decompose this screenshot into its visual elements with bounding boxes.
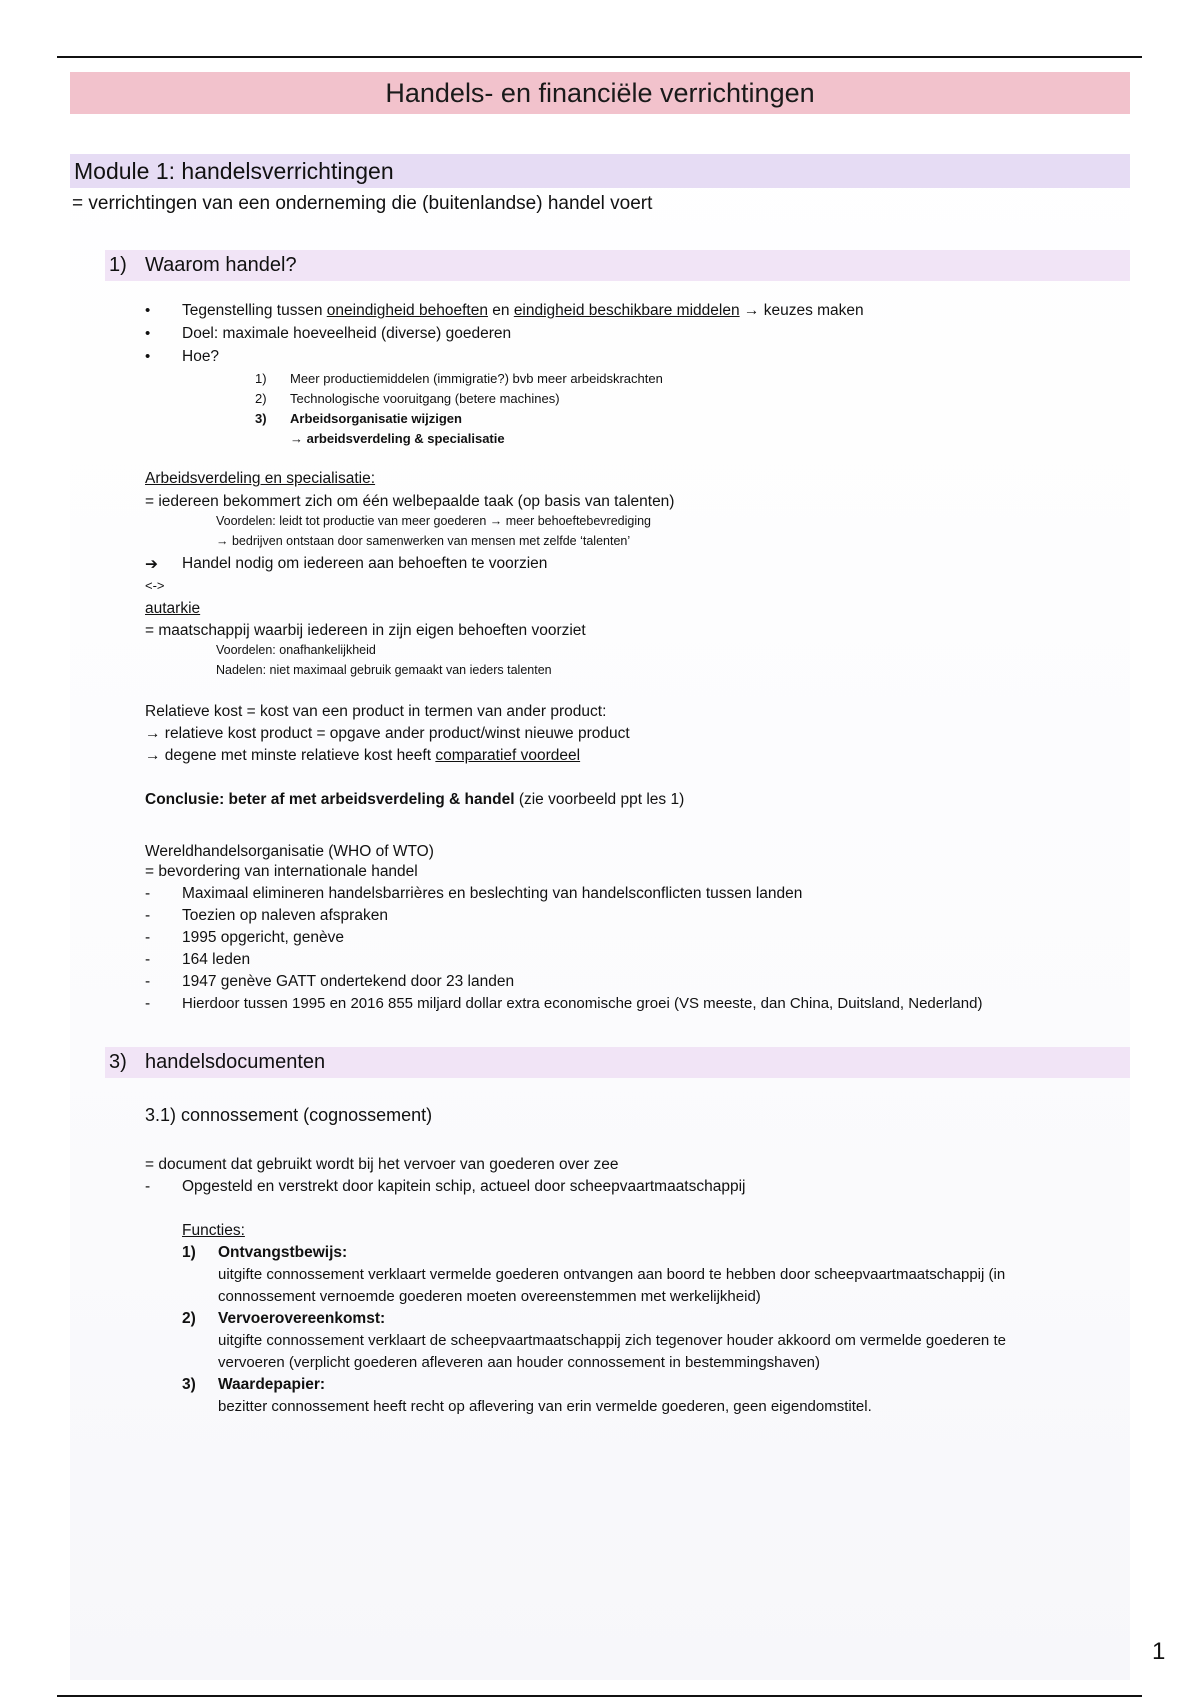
functies-heading: Functies: bbox=[182, 1222, 245, 1239]
module-heading: Module 1: handelsverrichtingen bbox=[74, 158, 394, 184]
wto-item-2: Toezien op naleven afspraken bbox=[182, 907, 388, 924]
connossement-definition: = document dat gebruikt wordt bij het vervoer van goederen over zee bbox=[145, 1156, 619, 1173]
functie-3-number: 3) bbox=[182, 1376, 196, 1393]
arbeid-voordelen-2: → bedrijven ontstaan door samenwerken van mensen met zelfde ‘talenten’ bbox=[216, 534, 631, 548]
module-definition: = verrichtingen van een onderneming die (buitenlandse) handel voert bbox=[72, 193, 653, 214]
autarkie-voordelen: Voordelen: onafhankelijkheid bbox=[216, 643, 376, 657]
arbeid-definition: = iedereen bekommert zich om één welbepaalde taak (op basis van talenten) bbox=[145, 493, 675, 510]
wto-item-1: Maximaal elimineren handelsbarrières en beslechting van handelsconflicten tussen landen bbox=[182, 885, 803, 902]
connossement-dash-item: Opgesteld en verstrekt door kapitein schip, actueel door scheepvaartmaatschappij bbox=[182, 1178, 746, 1195]
bullet-icon: • bbox=[145, 348, 151, 365]
relatief-line-3-pre: → degene met minste relatieve kost heeft bbox=[145, 747, 436, 764]
hoe-item-2: Technologische vooruitgang (betere machines) bbox=[290, 391, 560, 406]
bullet-icon: • bbox=[145, 302, 151, 319]
section-3-heading: handelsdocumenten bbox=[145, 1051, 326, 1073]
document-title: Handels- en financiële verrichtingen bbox=[385, 78, 815, 108]
functie-1-line-2: connossement vernoemde goederen moeten overeenstemmen met werkelijkheid) bbox=[218, 1288, 761, 1305]
conclusie-bold: Conclusie: beter af met arbeidsverdeling & handel bbox=[145, 791, 515, 808]
bullet-1-pre: Tegenstelling tussen bbox=[182, 302, 327, 319]
functie-3-line-1: bezitter connossement heeft recht op aflevering van erin vermelde goederen, geen eigendomstitel. bbox=[218, 1398, 872, 1415]
bullet-icon: • bbox=[145, 325, 151, 342]
comparatief-voordeel: comparatief voordeel bbox=[435, 747, 581, 764]
relatief-line-3 bbox=[145, 746, 580, 766]
hoe-arrow-line: → arbeidsverdeling & specialisatie bbox=[290, 431, 505, 446]
functie-2-number: 2) bbox=[182, 1310, 196, 1327]
functie-1-number: 1) bbox=[182, 1244, 196, 1261]
bullet-item-2: Doel: maximale hoeveelheid (diverse) goederen bbox=[182, 325, 512, 342]
page-number: 1 bbox=[1152, 1638, 1166, 1665]
bullet-1-mid: en bbox=[487, 302, 514, 319]
wto-item-6: Hierdoor tussen 1995 en 2016 855 miljard dollar extra economische groei (VS meeste, dan China, Duitsland, Nederland) bbox=[182, 995, 983, 1012]
bullet-1-underline-1: oneindigheid behoeften bbox=[326, 302, 488, 319]
functie-1-line-1: uitgifte connossement verklaart vermelde goederen ontvangen aan boord te hebben door scheepvaartmaatschappij (in bbox=[218, 1266, 1006, 1283]
bullet-item-1 bbox=[182, 301, 864, 321]
conclusie-rest: (zie voorbeeld ppt les 1) bbox=[514, 791, 685, 808]
wto-item-4: 164 leden bbox=[182, 951, 251, 968]
dash-icon: - bbox=[145, 951, 151, 968]
relatief-line-1: Relatieve kost = kost van een product in termen van ander product: bbox=[145, 703, 607, 720]
section-1-number: 1) bbox=[109, 254, 127, 276]
section-1-heading: Waarom handel? bbox=[145, 254, 297, 276]
module-heading-bar bbox=[70, 154, 1130, 188]
arbeid-heading: Arbeidsverdeling en specialisatie: bbox=[145, 470, 376, 487]
arrow-icon: ➔ bbox=[145, 555, 158, 573]
dash-icon: - bbox=[145, 995, 151, 1012]
autarkie-heading: autarkie bbox=[145, 600, 201, 617]
hoe-item-3: Arbeidsorganisatie wijzigen bbox=[290, 411, 462, 426]
dash-icon: - bbox=[145, 929, 151, 946]
versus-marker: <-> bbox=[145, 578, 165, 593]
autarkie-nadelen: Nadelen: niet maximaal gebruik gemaakt van ieders talenten bbox=[216, 663, 552, 677]
hoe-number-1: 1) bbox=[255, 371, 267, 386]
bottom-rule bbox=[57, 1695, 1142, 1697]
hoe-number-3: 3) bbox=[255, 411, 267, 426]
arbeid-voordelen-1: Voordelen: leidt tot productie van meer goederen → meer behoeftebevrediging bbox=[216, 514, 652, 528]
wto-item-3: 1995 opgericht, genève bbox=[182, 929, 345, 946]
conclusie-line bbox=[145, 790, 684, 810]
section-3-heading-bar bbox=[105, 1047, 1130, 1078]
functie-2-line-2: vervoeren (verplicht goederen afleveren aan houder connossement in bestemmingshaven) bbox=[218, 1354, 821, 1371]
autarkie-definition: = maatschappij waarbij iedereen in zijn eigen behoeften voorziet bbox=[145, 622, 586, 639]
bullet-1-underline-2: eindigheid beschikbare middelen bbox=[513, 302, 740, 319]
section-1-heading-bar bbox=[105, 250, 1130, 281]
functie-1-title: Ontvangstbewijs: bbox=[218, 1244, 348, 1261]
document-title-bar bbox=[70, 72, 1130, 114]
dash-icon: - bbox=[145, 907, 151, 924]
arrow-icon: → bbox=[739, 302, 764, 319]
section-3-number: 3) bbox=[109, 1051, 127, 1073]
dash-icon: - bbox=[145, 885, 151, 902]
top-rule bbox=[57, 56, 1142, 58]
hoe-number-2: 2) bbox=[255, 391, 267, 406]
functie-2-title: Vervoerovereenkomst: bbox=[218, 1310, 386, 1327]
bullet-item-3: Hoe? bbox=[182, 348, 220, 365]
dash-icon: - bbox=[145, 1178, 151, 1195]
functie-2-line-1: uitgifte connossement verklaart de scheepvaartmaatschappij zich tegenover houder akkoord om vermelde goederen te bbox=[218, 1332, 1006, 1349]
wto-definition: = bevordering van internationale handel bbox=[145, 863, 418, 880]
wto-heading: Wereldhandelsorganisatie (WHO of WTO) bbox=[145, 843, 434, 860]
hoe-item-1: Meer productiemiddelen (immigratie?) bvb meer arbeidskrachten bbox=[290, 371, 663, 386]
dash-icon: - bbox=[145, 973, 151, 990]
relatief-line-2: → relatieve kost product = opgave ander product/winst nieuwe product bbox=[145, 725, 630, 742]
wto-item-5: 1947 genève GATT ondertekend door 23 landen bbox=[182, 973, 515, 990]
subsection-heading: 3.1) connossement (cognossement) bbox=[145, 1105, 433, 1125]
functie-3-title: Waardepapier: bbox=[218, 1376, 326, 1393]
arbeid-arrow-line: Handel nodig om iedereen aan behoeften te voorzien bbox=[182, 555, 548, 572]
bullet-1-post: keuzes maken bbox=[763, 302, 864, 319]
